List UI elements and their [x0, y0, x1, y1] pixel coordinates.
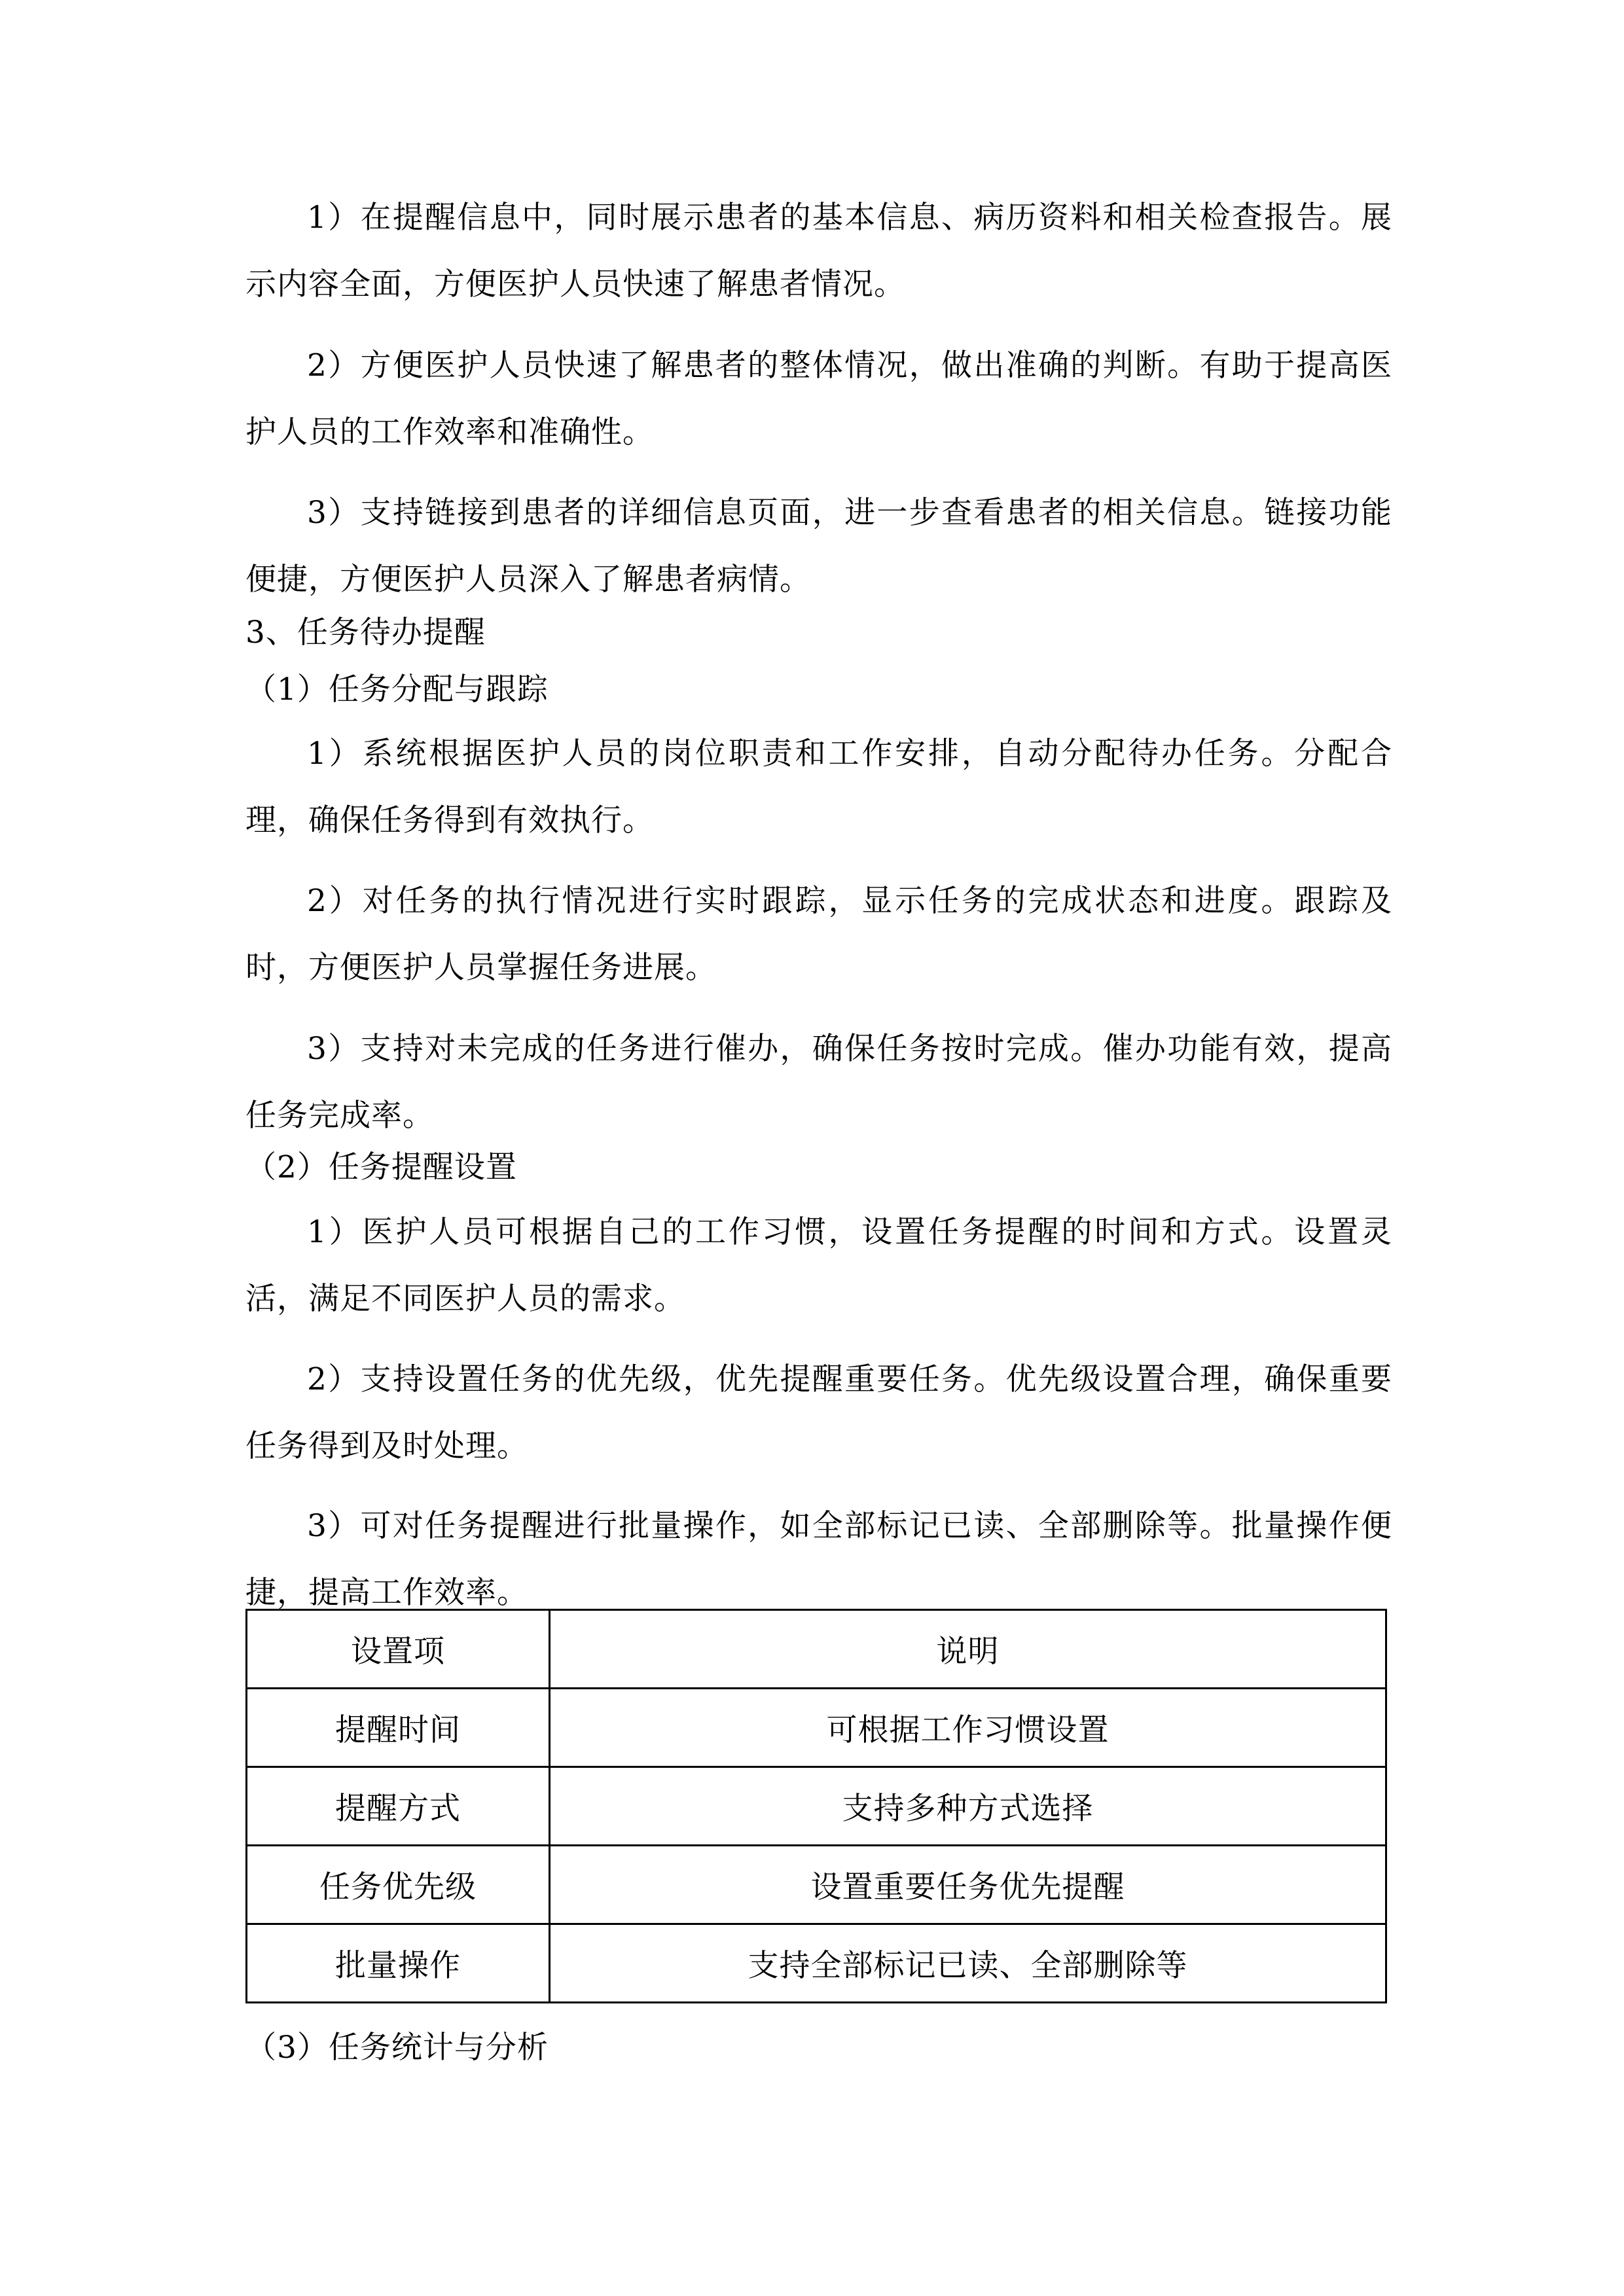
- table-cell-setting: 批量操作: [247, 1924, 550, 2003]
- paragraph-patient-info-display: 1）在提醒信息中，同时展示患者的基本信息、病历资料和相关检查报告。展示内容全面，方便医护人员快速了解患者情况。: [245, 200, 1392, 302]
- subsection-title-statistics-analysis: （3）任务统计与分析: [245, 2030, 549, 2066]
- table-cell-setting: 任务优先级: [247, 1846, 550, 1924]
- paragraph-overall-situation: 2）方便医护人员快速了解患者的整体情况，做出准确的判断。有助于提高医护人员的工作效率和准确性。: [245, 348, 1392, 450]
- subsection-title-assignment-tracking: （1）任务分配与跟踪: [245, 672, 549, 708]
- table-cell-description: 支持全部标记已读、全部删除等: [550, 1924, 1386, 2003]
- table-cell-setting: 提醒时间: [247, 1689, 550, 1767]
- table-header-setting-item: 设置项: [247, 1610, 550, 1689]
- section-title-task-reminder: 3、任务待办提醒: [245, 615, 486, 651]
- table-cell-description: 可根据工作习惯设置: [550, 1689, 1386, 1767]
- table-header-description: 说明: [550, 1610, 1386, 1689]
- table-row: [247, 1846, 1386, 1924]
- paragraph-priority: 2）支持设置任务的优先级，优先提醒重要任务。优先级设置合理，确保重要任务得到及时处理。: [245, 1361, 1392, 1464]
- table-header-row: [247, 1610, 1386, 1689]
- paragraph-auto-assign: 1）系统根据医护人员的岗位职责和工作安排，自动分配待办任务。分配合理，确保任务得到有效执行。: [245, 736, 1392, 838]
- table-row: [247, 1767, 1386, 1846]
- table-row: [247, 1689, 1386, 1767]
- paragraph-batch-operations: 3）可对任务提醒进行批量操作，如全部标记已读、全部删除等。批量操作便捷，提高工作效率。: [245, 1508, 1392, 1611]
- table-cell-description: 设置重要任务优先提醒: [550, 1846, 1386, 1924]
- paragraph-urging: 3）支持对未完成的任务进行催办，确保任务按时完成。催办功能有效，提高任务完成率。: [245, 1031, 1392, 1134]
- table-cell-setting: 提醒方式: [247, 1767, 550, 1846]
- subsection-title-reminder-settings: （2）任务提醒设置: [245, 1149, 517, 1185]
- table-cell-description: 支持多种方式选择: [550, 1767, 1386, 1846]
- paragraph-detail-link: 3）支持链接到患者的详细信息页面，进一步查看患者的相关信息。链接功能便捷，方便医护人员深入了解患者病情。: [245, 495, 1392, 598]
- paragraph-realtime-tracking: 2）对任务的执行情况进行实时跟踪，显示任务的完成状态和进度。跟踪及时，方便医护人员掌握任务进展。: [245, 883, 1392, 986]
- reminder-settings-table: [245, 1609, 1387, 2003]
- table-row: [247, 1924, 1386, 2003]
- paragraph-reminder-time-method: 1）医护人员可根据自己的工作习惯，设置任务提醒的时间和方式。设置灵活，满足不同医护人员的需求。: [245, 1214, 1392, 1317]
